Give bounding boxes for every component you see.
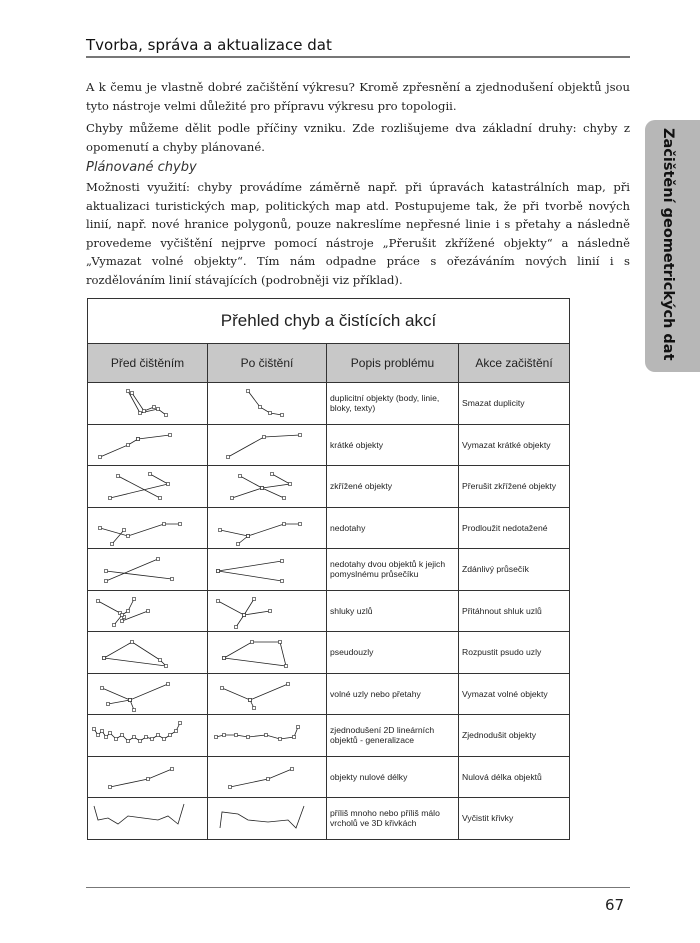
sketch-node [133,736,136,739]
sketch-node [229,785,232,788]
problem-cell: shluky uzlů [327,590,459,632]
footer-rule [86,887,630,888]
after-sketch [208,632,327,674]
sketch-node [217,570,220,573]
sketch-node [157,408,160,411]
sketch-node [285,665,288,668]
sketch-node [131,392,134,395]
action-cell: Vymazat krátké objekty [459,424,570,466]
sketch-node [129,698,132,701]
table-row [88,715,570,757]
after-sketch [208,590,327,632]
sketch-node [99,526,102,529]
sketch-line [114,599,134,625]
problem-cell: volné uzly nebo přetahy [327,673,459,715]
sketch-drawing [208,757,326,797]
sketch-node [131,641,134,644]
sketch-node [279,738,282,741]
sketch-node [109,732,112,735]
sketch-node [97,599,100,602]
sketch-node [101,686,104,689]
sketch-drawing [88,591,206,631]
paragraph: Chyby můžeme dělit podle příčiny vzniku. Zde rozlišujeme dva základní druhy: chyby z opomenutí a chyby plánované. [86,121,630,154]
sketch-line [218,601,270,615]
sketch-line [230,769,292,787]
table-row [88,798,570,840]
before-sketch [88,383,208,425]
sketch-line [220,524,300,536]
after-sketch [208,798,327,840]
problem-cell: krátké objekty [327,424,459,466]
after-sketch [208,715,327,757]
sketch-drawing [88,549,206,589]
sketch-node [239,475,242,478]
sketch-node [145,736,148,739]
sketch-node [179,522,182,525]
table-row [88,507,570,549]
sketch-drawing [208,632,326,672]
subheading: Plánované chyby [86,160,197,175]
sketch-node [115,738,118,741]
sketch-node [269,412,272,415]
table-row [88,632,570,674]
sketch-node [289,483,292,486]
sketch-node [139,412,142,415]
sketch-drawing [88,798,206,838]
sketch-node [137,437,140,440]
sketch-node [269,609,272,612]
table-row [88,424,570,466]
action-cell: Smazat duplicity [459,383,570,425]
paragraph: A k čemu je vlastně dobré začištění výkresu? Kromě zpřesnění a zjednodušení objektů jsou tyto nástroje velmi důležité pro přípravu výkresu pro topologii. [86,80,630,113]
sketch-line [218,561,282,571]
sketch-node [231,497,234,500]
sketch-node [127,534,130,537]
sketch-drawing [88,632,206,672]
sketch-node [127,390,130,393]
sketch-node [109,497,112,500]
sketch-drawing [208,591,326,631]
problem-cell: objekty nulové délky [327,756,459,798]
sketch-node [217,599,220,602]
sketch-node [149,473,152,476]
before-sketch [88,507,208,549]
sketch-line [108,700,130,704]
sketch-line [224,642,286,666]
sketch-node [99,455,102,458]
before-sketch [88,756,208,798]
sketch-node [259,406,262,409]
sketch-drawing [88,425,206,465]
running-header: Tvorba, správa a aktualizace dat [86,36,332,54]
problem-cell: duplicitní objekty (body, linie, bloky, texty) [327,383,459,425]
action-cell: Vyčistit křivky [459,798,570,840]
column-header: Po čištění [208,344,327,383]
sketch-node [267,777,270,780]
before-sketch [88,715,208,757]
action-cell: Nulová délka objektů [459,756,570,798]
sketch-node [223,657,226,660]
sketch-node [121,619,124,622]
action-cell: Prodloužit nedotažené [459,507,570,549]
sketch-node [105,570,108,573]
sketch-node [297,726,300,729]
sketch-node [97,734,100,737]
before-sketch [88,549,208,591]
sketch-line [110,769,172,787]
sketch-node [167,682,170,685]
sketch-node [113,623,116,626]
action-cell: Zjednodušit objekty [459,715,570,757]
problem-cell: nedotahy [327,507,459,549]
sketch-drawing [208,425,326,465]
sketch-drawing [208,383,326,423]
sketch-node [219,528,222,531]
after-sketch [208,466,327,508]
sketch-node [105,736,108,739]
sketch-node [159,659,162,662]
sketch-node [121,613,124,616]
sketch-node [133,597,136,600]
sketch-node [143,410,146,413]
sketch-node [147,777,150,780]
before-sketch [88,632,208,674]
sketch-node [279,641,282,644]
sketch-node [281,414,284,417]
sketch-node [107,702,110,705]
sketch-drawing [208,674,326,714]
table-title: Přehled chyb a čistících akcí [88,299,570,344]
sketch-line [248,391,282,415]
sketch-node [93,728,96,731]
sketch-node [171,578,174,581]
sketch-node [111,542,114,545]
sketch-node [249,698,252,701]
sketch-line [216,727,298,739]
header-rule [86,56,630,58]
problem-cell: pseudouzly [327,632,459,674]
sketch-node [215,736,218,739]
sketch-node [227,455,230,458]
sketch-line [138,435,170,439]
sketch-node [243,613,246,616]
problem-cell: zjednodušení 2D lineárních objektů - generalizace [327,715,459,757]
sketch-node [163,738,166,741]
sketch-drawing [88,466,206,506]
sketch-node [103,657,106,660]
action-cell: Přitáhnout shluk uzlů [459,590,570,632]
sketch-drawing [208,466,326,506]
after-sketch [208,549,327,591]
sketch-line [100,524,180,536]
after-sketch [208,507,327,549]
sketch-node [169,734,172,737]
sketch-node [237,542,240,545]
page-number: 67 [605,896,625,914]
sketch-line [106,571,172,579]
table-row [88,466,570,508]
sketch-node [221,686,224,689]
sketch-node [153,406,156,409]
action-cell: Vymazat volné objekty [459,673,570,715]
sketch-node [299,522,302,525]
sketch-node [165,414,168,417]
problem-cell: nedotahy dvou objektů k jejich pomyslnému průsečíku [327,549,459,591]
sketch-node [139,740,142,743]
table-row [88,590,570,632]
sketch-node [281,560,284,563]
table-row [88,756,570,798]
sketch-node [175,730,178,733]
sketch-drawing [208,715,326,755]
errors-table [87,298,570,840]
sketch-line [220,806,304,828]
sketch-drawing [208,508,326,548]
table-row [88,673,570,715]
sketch-node [271,473,274,476]
action-cell: Rozpustit psudo uzly [459,632,570,674]
sketch-node [169,433,172,436]
sketch-node [157,734,160,737]
sketch-node [235,625,238,628]
sketch-node [151,738,154,741]
after-sketch [208,383,327,425]
sketch-line [218,571,282,581]
column-header: Popis problému [327,344,459,383]
sketch-node [123,528,126,531]
paragraph: Možnosti využití: chyby provádíme záměrně např. při úpravách katastrálních map, při aktualizaci turistických map, politických map atd. Postupujeme tak, že při tvorbě nových linií, např. nové hranice polygonů, pouze nakreslíme nepřesné linie i s přetahy a následně provedeme vyčištění nejprve pomocí nástroje „Přerušit zkřížené objekty“ a následně „Vymazat volné objekty“. Tím nám odpadne práce s ořezáváním nových linií i s rozdělováním linií stávajících (podrobněji viz příklad). [86,180,630,287]
action-cell: Zdánlivý průsečík [459,549,570,591]
sketch-node [283,497,286,500]
sketch-node [247,736,250,739]
sketch-node [223,734,226,737]
sketch-drawing [88,674,206,714]
after-sketch [208,673,327,715]
sketch-node [171,767,174,770]
sketch-line [222,684,288,700]
sketch-node [121,734,124,737]
sketch-node [127,443,130,446]
sketch-drawing [208,798,326,838]
sketch-node [293,736,296,739]
sketch-node [133,708,136,711]
sketch-node [253,706,256,709]
problem-cell: zkřížené objekty [327,466,459,508]
sketch-drawing [88,715,206,755]
column-header: Před čištěním [88,344,208,383]
sketch-node [261,487,264,490]
before-sketch [88,798,208,840]
sketch-line [94,804,184,824]
action-cell: Přerušit zkřížené objekty [459,466,570,508]
sketch-drawing [88,757,206,797]
sketch-node [291,767,294,770]
sketch-line [236,599,254,627]
sketch-line [104,642,166,666]
sketch-line [132,393,154,411]
sketch-node [167,483,170,486]
problem-cell: příliš mnoho nebo příliš málo vrcholů ve 3D křivkách [327,798,459,840]
column-header: Akce začištění [459,344,570,383]
sketch-drawing [88,508,206,548]
before-sketch [88,466,208,508]
sketch-node [251,641,254,644]
sketch-node [265,734,268,737]
sketch-node [247,534,250,537]
sketch-drawing [208,549,326,589]
sketch-node [165,665,168,668]
sketch-line [106,559,158,581]
sketch-node [247,390,250,393]
sketch-node [117,475,120,478]
before-sketch [88,673,208,715]
sketch-node [283,522,286,525]
sketch-node [157,558,160,561]
table-row [88,549,570,591]
sketch-node [263,435,266,438]
table-row [88,383,570,425]
sketch-line [102,684,168,700]
sketch-node [101,730,104,733]
after-sketch [208,756,327,798]
sketch-node [281,580,284,583]
after-sketch [208,424,327,466]
sketch-node [163,522,166,525]
sketch-line [100,439,138,457]
sketch-node [287,682,290,685]
sketch-node [109,785,112,788]
before-sketch [88,424,208,466]
sketch-node [147,609,150,612]
sketch-node [235,734,238,737]
sketch-node [253,597,256,600]
sketch-node [127,609,130,612]
sketch-node [179,722,182,725]
sketch-node [127,740,130,743]
sketch-node [105,580,108,583]
sketch-drawing [88,383,206,423]
before-sketch [88,590,208,632]
sketch-node [159,497,162,500]
side-tab-label: Začištění geometrických dat [660,128,676,361]
sketch-node [299,433,302,436]
